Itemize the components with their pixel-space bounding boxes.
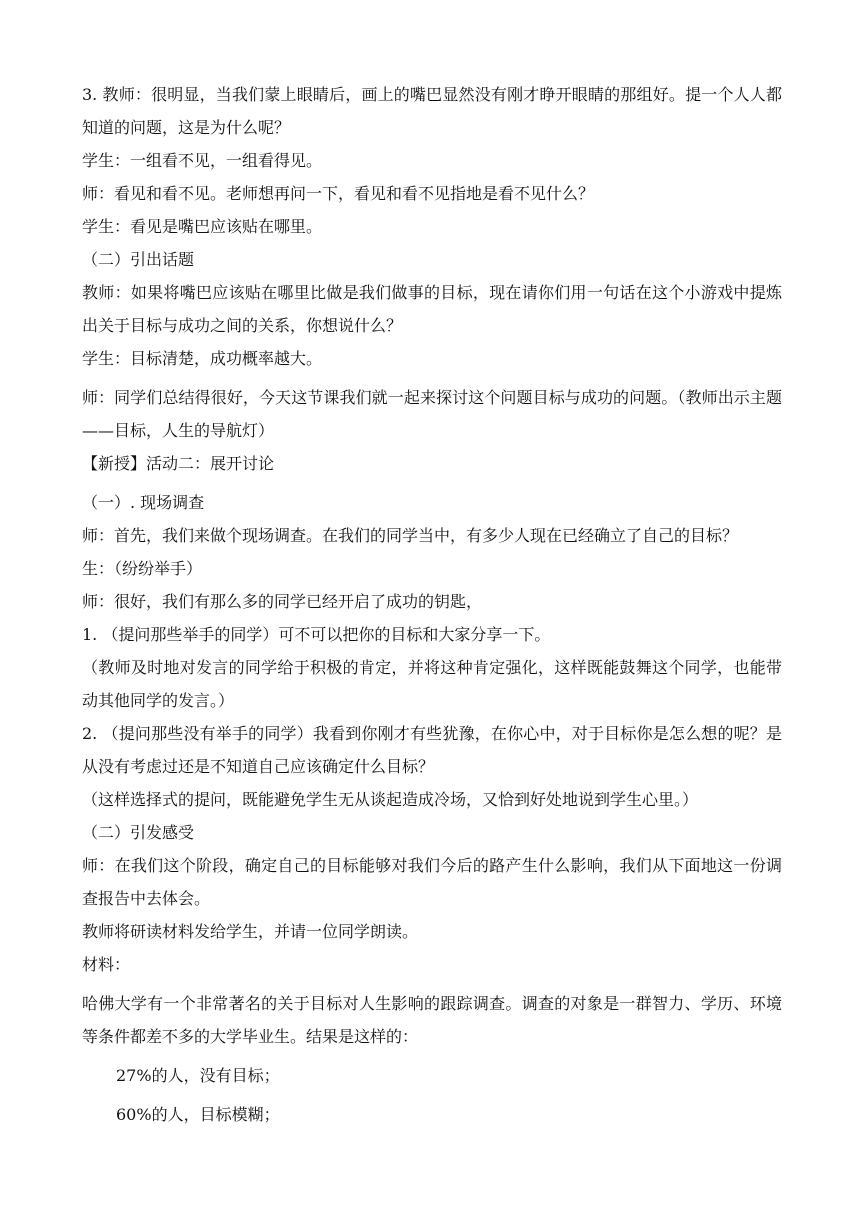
paragraph-teacher-followup: 师：看见和看不见。老师想再问一下，看见和看不见指地是看不见什么？ — [82, 184, 595, 203]
section-heading-new-lesson: 【新授】活动二：展开讨论 — [82, 454, 275, 473]
paragraph-students-raise-hands: 生：（纷纷举手） — [82, 559, 203, 578]
paragraph-student-answer-2: 学生：看见是嘴巴应该贴在哪里。 — [82, 217, 323, 236]
paragraph-student-answer-3: 学生：目标清楚，成功概率越大。 — [82, 349, 323, 368]
paragraph-question-2: 2. （提问那些没有举手的同学）我看到你刚才有些犹豫，在你心中，对于目标你是怎么想的呢？是从没有考虑过还是不知道自己应该确定什么目标？ — [82, 724, 782, 776]
paragraph-teacher-survey: 师：首先，我们来做个现场调查。在我们的同学当中，有多少人现在已经确立了自己的目标？ — [82, 526, 739, 545]
paragraph-note-1: （教师及时地对发言的同学给于积极的肯定，并将这种肯定强化，这样既能鼓舞这个同学，也能带动其他同学的发言。） — [82, 658, 782, 710]
list-item-no-goal: 27%的人，没有目标； — [116, 1066, 280, 1085]
document-page — [82, 78, 782, 1131]
paragraph-teacher-topic: 教师：如果将嘴巴应该贴在哪里比做是我们做事的目标，现在请你们用一句话在这个小游戏中提炼出关于目标与成功之间的关系，你想说什么？ — [82, 283, 782, 335]
paragraph-material-label: 材料： — [82, 955, 131, 974]
section-heading-survey: （一）. 现场调查 — [82, 493, 205, 512]
paragraph-material-distribution: 教师将研读材料发给学生，并请一位同学朗读。 — [82, 922, 419, 941]
section-heading-introduce-topic: （二）引出话题 — [82, 250, 195, 269]
paragraph-teacher-praise: 师：很好，我们有那么多的同学已经开启了成功的钥匙， — [82, 592, 483, 611]
paragraph-teacher-summary: 师：同学们总结得很好，今天这节课我们就一起来探讨这个问题目标与成功的问题。（教师出示主题——目标，人生的导航灯） — [82, 388, 782, 440]
paragraph-note-2: （这样选择式的提问，既能避免学生无从谈起造成冷场，又恰到好处地说到学生心里。） — [82, 790, 699, 809]
section-heading-feelings: （二）引发感受 — [82, 823, 195, 842]
paragraph-harvard-survey: 哈佛大学有一个非常著名的关于目标对人生影响的跟踪调查。调查的对象是一群智力、学历、环境等条件都差不多的大学毕业生。结果是这样的： — [82, 994, 782, 1046]
paragraph-teacher-report: 师：在我们这个阶段，确定自己的目标能够对我们今后的路产生什么影响，我们从下面地这一份调查报告中去体会。 — [82, 856, 782, 908]
paragraph-teacher-question-3: 3. 教师：很明显，当我们蒙上眼睛后，画上的嘴巴显然没有刚才睁开眼睛的那组好。提一个人人都知道的问题，这是为什么呢？ — [82, 85, 782, 137]
list-item-vague-goal: 60%的人，目标模糊； — [116, 1105, 280, 1124]
paragraph-question-1: 1. （提问那些举手的同学）可不可以把你的目标和大家分享一下。 — [82, 625, 551, 644]
paragraph-student-answer-1: 学生：一组看不见，一组看得见。 — [82, 151, 323, 170]
